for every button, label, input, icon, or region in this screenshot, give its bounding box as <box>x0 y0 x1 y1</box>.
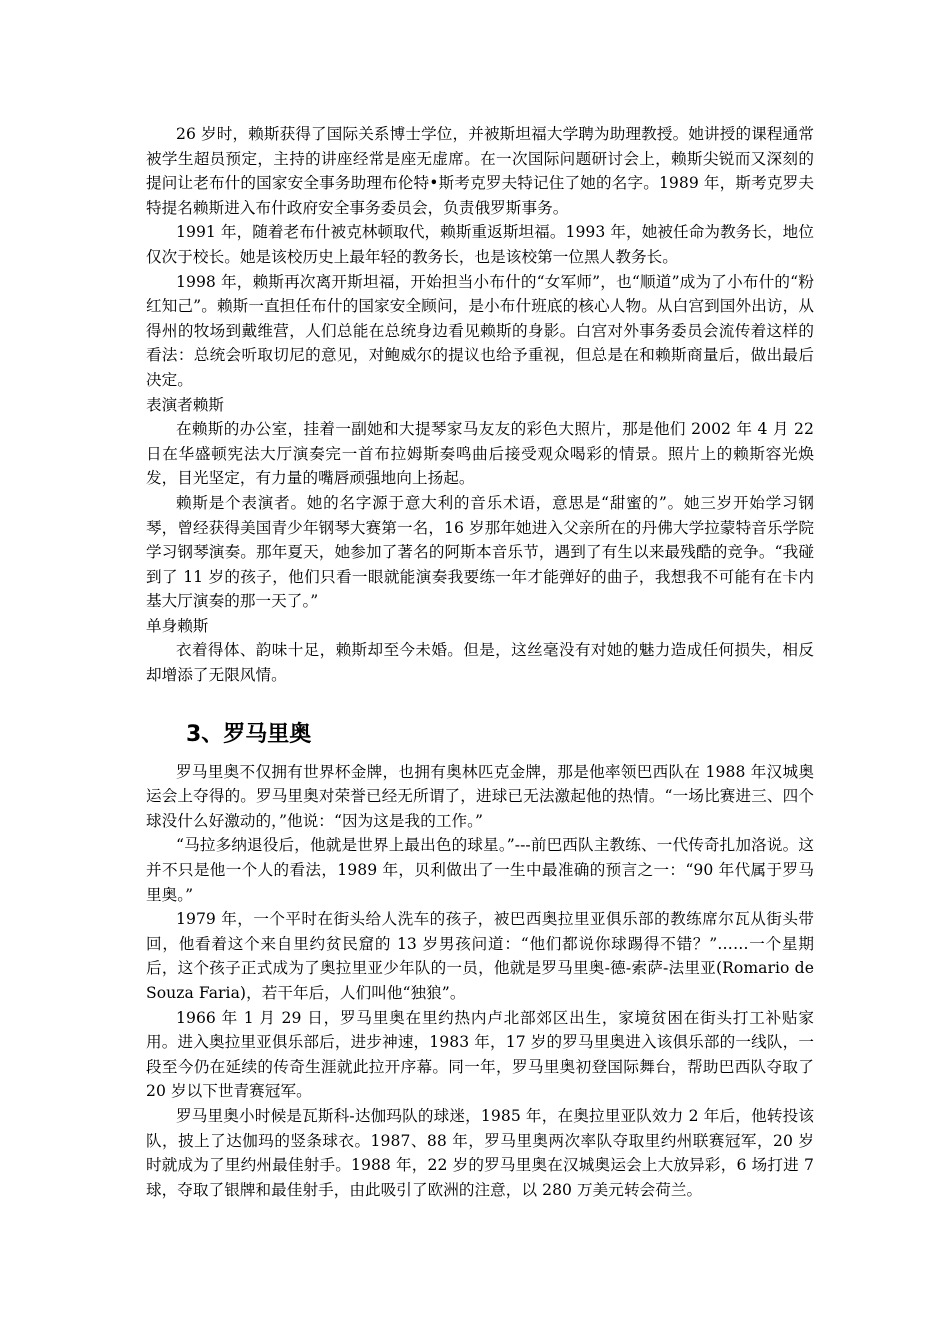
paragraph: 1998 年，赖斯再次离开斯坦福，开始担当小布什的“女军师”，也“顺道”成为了小布什的“粉红知己”。赖斯一直担任布什的国家安全顾问，是小布什班底的核心人物。从白宫到国外出访，从得州的牧场到戴维营，人们总能在总统身边看见赖斯的身影。白宫对外事务委员会流传着这样的看法：总统会听取切尼的意见，对鲍威尔的提议也给予重视，但总是在和赖斯商量后，做出最后决定。 <box>146 272 814 389</box>
paragraph: 26 岁时，赖斯获得了国际关系博士学位，并被斯坦福大学聘为助理教授。她讲授的课程通常被学生超员预定，主持的讲座经常是座无虚席。在一次国际问题研讨会上，赖斯尖锐而又深刻的提问让老布什的国家安全事务助理布伦特•斯考克罗夫特记住了她的名字。1989 年，斯考克罗夫特提名赖斯进入布什政府安全事务委员会，负责俄罗斯事务。 <box>146 125 814 217</box>
spacer <box>146 750 814 760</box>
spacer <box>146 688 814 720</box>
document-body <box>146 122 814 1202</box>
paragraph: 罗马里奥小时候是瓦斯科-达伽玛队的球迷，1985 年，在奥拉里亚队效力 2 年后，他转投该队，披上了达伽玛的竖条球衣。1987、88 年，罗马里奥两次率队夺取里约州联赛冠军，20 岁时就成为了里约州最佳射手。1988 年，22 岁的罗马里奥在汉城奥运会上大放异彩，6 场打进 7 球，夺取了银牌和最佳射手，由此吸引了欧洲的注意，以 280 万美元转会荷兰。 <box>146 1106 814 1199</box>
paragraph: 1991 年，随着老布什被克林顿取代，赖斯重返斯坦福。1993 年，她被任命为教务长，地位仅次于校长。她是该校历史上最年轻的教务长，也是该校第一位黑人教务长。 <box>146 223 814 266</box>
paragraph: 罗马里奥不仅拥有世界杯金牌，也拥有奥林匹克金牌，那是他率领巴西队在 1988 年汉城奥运会上夺得的。罗马里奥对荣誉已经无所谓了，进球已无法激起他的热情。“一场比赛进三、四个球没什么好激动的，”他说：“因为这是我的工作。” <box>146 762 814 830</box>
paragraph: 在赖斯的办公室，挂着一副她和大提琴家马友友的彩色大照片，那是他们 2002 年 4 月 22 日在华盛顿宪法大厅演奏完一首布拉姆斯奏鸣曲后接受观众喝彩的情景。照片上的赖斯容光焕发，目光坚定，有力量的嘴唇顽强地向上扬起。 <box>146 420 814 488</box>
paragraph: 1966 年 1 月 29 日，罗马里奥在里约热内卢北部郊区出生，家境贫困在街头打工补贴家用。进入奥拉里亚俱乐部后，进步神速，1983 年，17 岁的罗马里奥进入该俱乐部的一线队，一段至今仍在延续的传奇生涯就此拉开序幕。同一年，罗马里奥初登国际舞台，帮助巴西队夺取了 20 岁以下世青赛冠军。 <box>146 1008 814 1101</box>
paragraph: 衣着得体、韵味十足，赖斯却至今未婚。但是，这丝毫没有对她的魅力造成任何损失，相反却增添了无限风情。 <box>146 641 814 685</box>
paragraph: 赖斯是个表演者。她的名字源于意大利的音乐术语，意思是“甜蜜的”。她三岁开始学习钢琴，曾经获得美国青少年钢琴大赛第一名，16 岁那年她进入父亲所在的丹佛大学拉蒙特音乐学院学习钢琴演奏。那年夏天，她参加了著名的阿斯本音乐节，遇到了有生以来最残酷的竞争。“我碰到了 11 岁的孩子，他们只看一眼就能演奏我要练一年才能弹好的曲子，我想我不可能有在卡内基大厅演奏的那一天了。” <box>146 493 814 611</box>
paragraph: 1979 年，一个平时在街头给人洗车的孩子，被巴西奥拉里亚俱乐部的教练席尔瓦从街头带回，他看着这个来自里约贫民窟的 13 岁男孩问道：“他们都说你球踢得不错？”……一个星期后，这个孩子正式成为了奥拉里亚少年队的一员，他就是罗马里奥-德-索萨-法里亚(Romario de Souza Faria)，若干年后，人们叫他“独狼”。 <box>146 910 814 1002</box>
subheading-performer: 表演者赖斯 <box>146 395 224 414</box>
subheading-single: 单身赖斯 <box>146 616 209 635</box>
section-title: 3、罗马里奥 <box>186 721 312 747</box>
paragraph: “马拉多纳退役后，他就是世界上最出色的球星。”---前巴西队主教练、一代传奇扎加洛说。这并不只是他一个人的看法，1989 年，贝利做出了一生中最准确的预言之一：“90 年代属于罗马里奥。” <box>146 836 814 904</box>
